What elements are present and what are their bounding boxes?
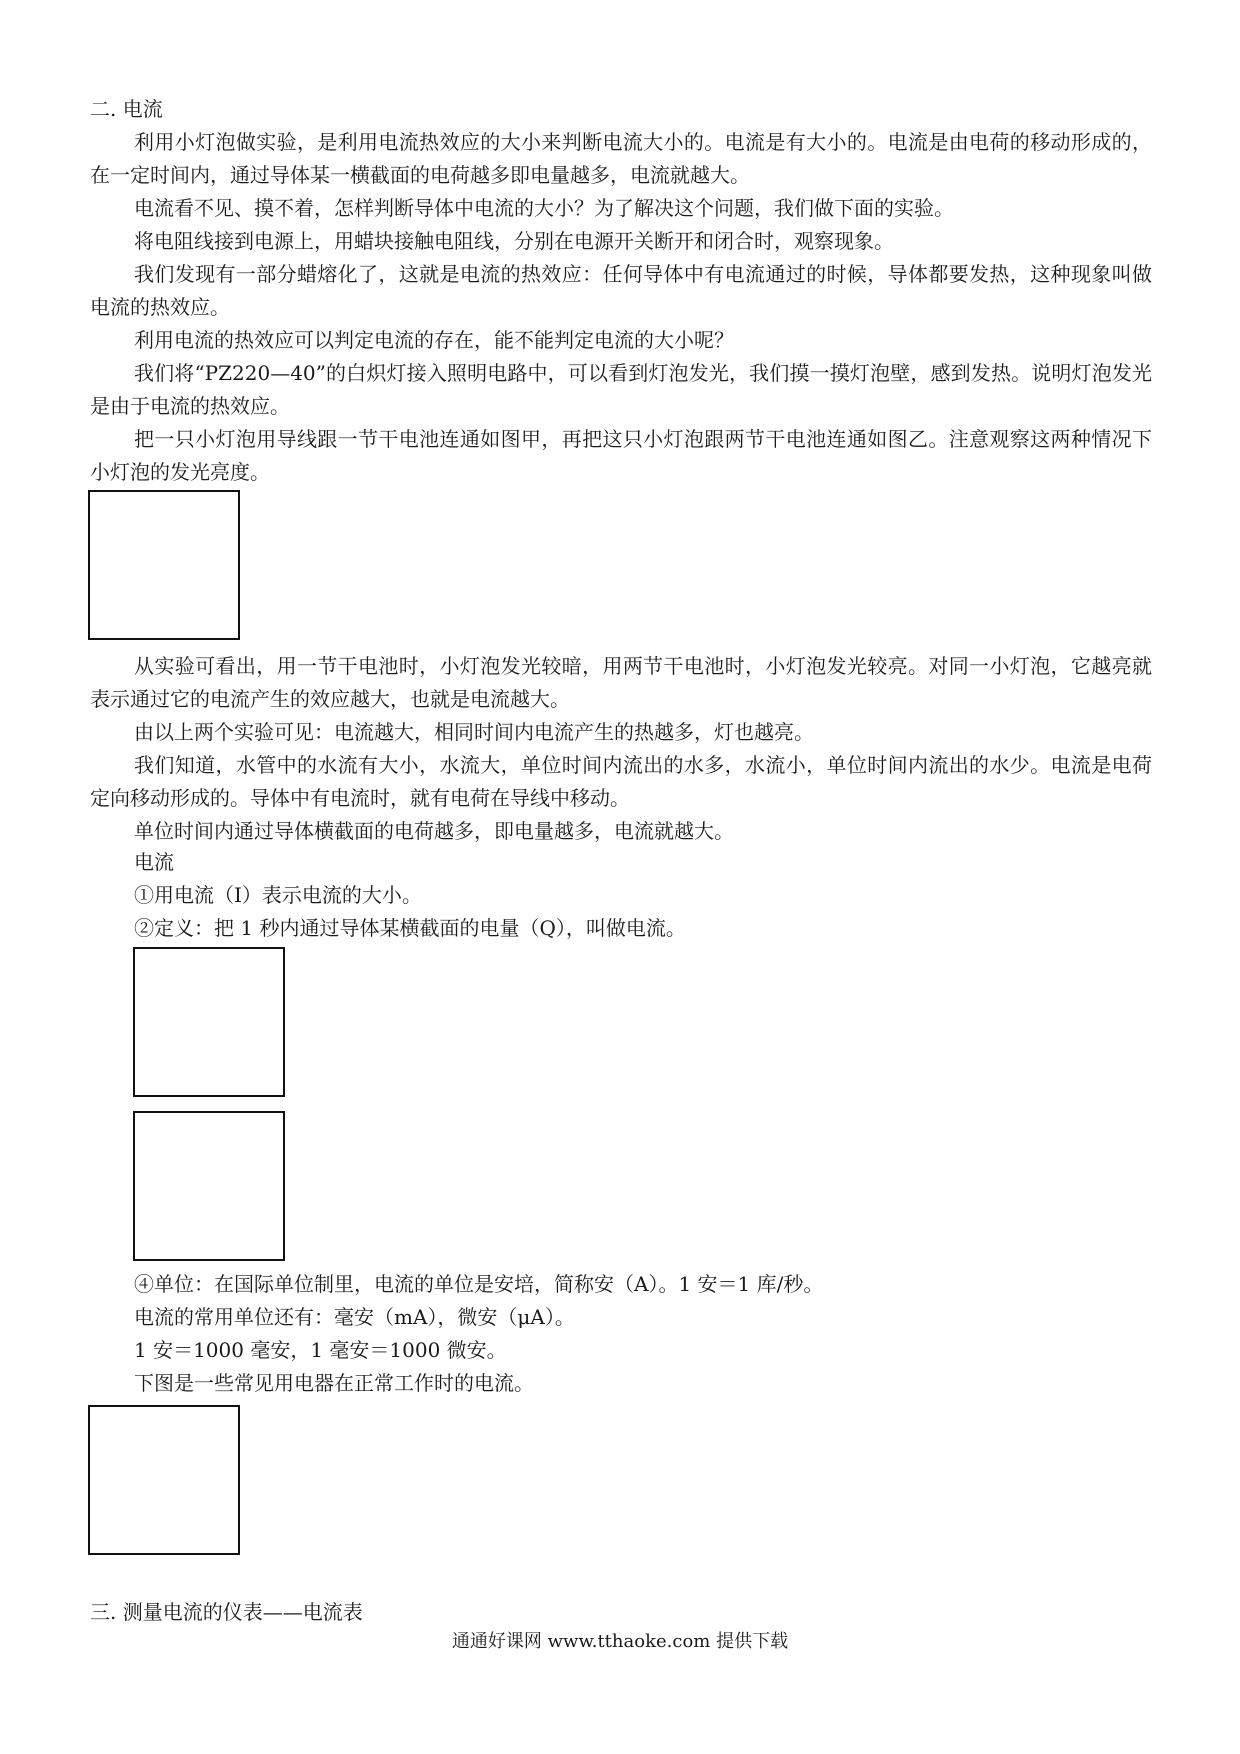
paragraph: 电流看不见、摸不着，怎样判断导体中电流的大小？为了解决这个问题，我们做下面的实验。 <box>134 196 954 220</box>
formula-image-placeholder <box>133 1111 285 1261</box>
section-heading-ammeter: 三. 测量电流的仪表——电流表 <box>90 1600 363 1624</box>
paragraph: 我们将“PZ220—40”的白炽灯接入照明电路中，可以看到灯泡发光，我们摸一摸灯泡壁，感到发热。说明灯泡发光是由于电流的热效应。 <box>90 361 1152 418</box>
paragraph: 利用电流的热效应可以判定电流的存在，能不能判定电流的大小呢？ <box>134 328 734 352</box>
text-line: ①用电流（I）表示电流的大小。 <box>134 883 422 907</box>
paragraph: 单位时间内通过导体横截面的电荷越多，即电量越多，电流就越大。 <box>134 819 734 843</box>
paragraph: 利用小灯泡做实验，是利用电流热效应的大小来判断电流大小的。电流是有大小的。电流是由电荷的移动形成的，在一定时间内，通过导体某一横截面的电荷越多即电量越多，电流就越大。 <box>90 130 1152 187</box>
text-line: ④单位：在国际单位制里，电流的单位是安培，简称安（A）。1 安＝1 库/秒。 <box>134 1272 824 1296</box>
formula-image-placeholder <box>133 947 285 1097</box>
figure-placeholder <box>88 1405 240 1555</box>
text-line: 1 安＝1000 毫安，1 毫安＝1000 微安。 <box>134 1338 507 1362</box>
page-footer: 通通好课网 www.tthaoke.com 提供下载 <box>451 1631 789 1652</box>
paragraph: 将电阻线接到电源上，用蜡块接触电阻线，分别在电源开关断开和闭合时，观察现象。 <box>134 229 894 253</box>
paragraph: 把一只小灯泡用导线跟一节干电池连通如图甲，再把这只小灯泡跟两节干电池连通如图乙。注意观察这两种情况下小灯泡的发光亮度。 <box>90 427 1152 484</box>
section-heading-current: 二. 电流 <box>90 97 163 121</box>
paragraph: 从实验可看出，用一节干电池时，小灯泡发光较暗，用两节干电池时，小灯泡发光较亮。对同一小灯泡，它越亮就表示通过它的电流产生的效应越大，也就是电流越大。 <box>90 654 1152 711</box>
text-line: ②定义：把 1 秒内通过导体某横截面的电量（Q），叫做电流。 <box>134 916 686 940</box>
text-line: 电流 <box>134 850 174 874</box>
figure-placeholder <box>88 490 240 640</box>
text-line: 下图是一些常见用电器在正常工作时的电流。 <box>134 1371 534 1395</box>
paragraph: 我们知道，水管中的水流有大小，水流大，单位时间内流出的水多，水流小，单位时间内流出的水少。电流是电荷定向移动形成的。导体中有电流时，就有电荷在导线中移动。 <box>90 753 1152 810</box>
text-line: 电流的常用单位还有：毫安（mA），微安（μA）。 <box>134 1305 575 1329</box>
paragraph: 我们发现有一部分蜡熔化了，这就是电流的热效应：任何导体中有电流通过的时候，导体都要发热，这种现象叫做电流的热效应。 <box>90 262 1152 319</box>
paragraph: 由以上两个实验可见：电流越大，相同时间内电流产生的热越多，灯也越亮。 <box>134 720 814 744</box>
